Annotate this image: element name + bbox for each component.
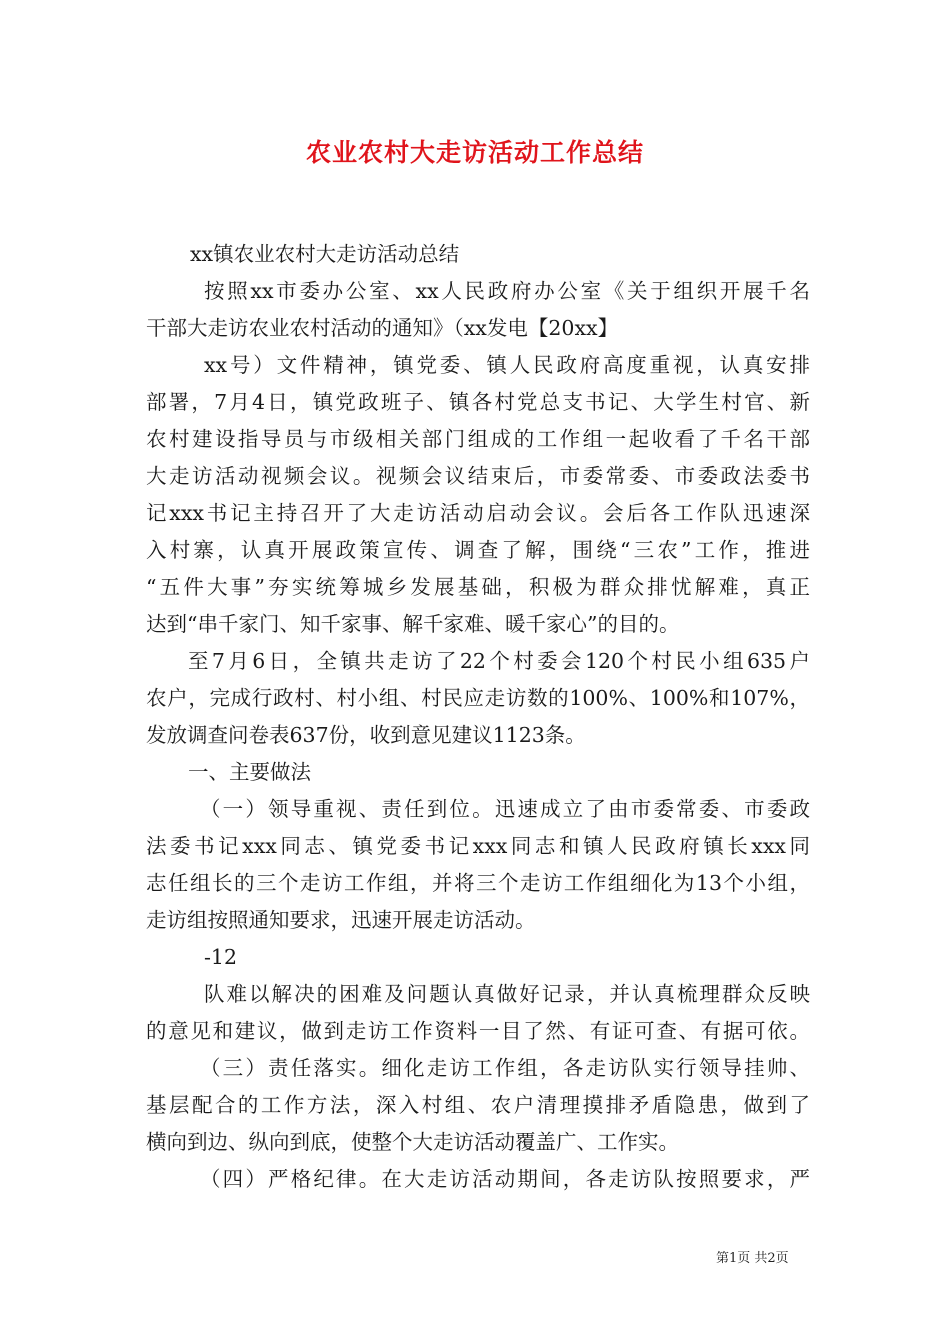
doc-line: 按照xx市委办公室、xx人民政府办公室《关于组织开展千名 xyxy=(204,279,810,303)
doc-line: 队难以解决的困难及问题认真做好记录，并认真梳理群众反映 xyxy=(204,982,810,1006)
doc-line: 基层配合的工作方法，深入村组、农户清理摸排矛盾隐患，做到了 xyxy=(146,1093,810,1117)
doc-line: 的意见和建议，做到走访工作资料一目了然、有证可查、有据可依。 xyxy=(146,1019,810,1043)
doc-line: 横向到边、纵向到底，使整个大走访活动覆盖广、工作实。 xyxy=(146,1130,679,1154)
doc-line: 走访组按照通知要求，迅速开展走访活动。 xyxy=(146,908,536,932)
doc-line: 至7月6日，全镇共走访了22个村委会120个村民小组635户 xyxy=(188,649,810,673)
doc-line: 记xxx书记主持召开了大走访活动启动会议。会后各工作队迅速深 xyxy=(146,501,810,525)
page-number: 第1页 共2页 xyxy=(716,1251,789,1266)
doc-line: 达到“串千家门、知千家事、解千家难、暖千家心”的目的。 xyxy=(146,612,680,636)
page-marker: -12 xyxy=(204,945,238,969)
doc-line: 农户，完成行政村、村小组、村民应走访数的100%、100%和107%， xyxy=(146,686,810,710)
doc-line: （一）领导重视、责任到位。迅速成立了由市委常委、市委政 xyxy=(200,797,810,821)
doc-line: 部署，7月4日，镇党政班子、镇各村党总支书记、大学生村官、新 xyxy=(146,390,810,414)
doc-line: 大走访活动视频会议。视频会议结束后，市委常委、市委政法委书 xyxy=(146,464,810,488)
doc-line: 农村建设指导员与市级相关部门组成的工作组一起收看了千名干部 xyxy=(146,427,810,451)
doc-line: 干部大走访农业农村活动的通知》（xx发电【20xx】 xyxy=(146,316,619,340)
doc-line: xx号）文件精神，镇党委、镇人民政府高度重视，认真安排 xyxy=(204,353,810,377)
doc-line: 法委书记xxx同志、镇党委书记xxx同志和镇人民政府镇长xxx同 xyxy=(146,834,810,858)
document-title: 农业农村大走访活动工作总结 xyxy=(305,138,644,167)
section-heading: 一、主要做法 xyxy=(188,760,311,784)
doc-line: 入村寨，认真开展政策宣传、调查了解，围绕“三农”工作，推进 xyxy=(146,538,810,562)
doc-line: （三）责任落实。细化走访工作组，各走访队实行领导挂帅、 xyxy=(200,1056,810,1080)
doc-line: “五件大事”夯实统筹城乡发展基础，积极为群众排忧解难，真正 xyxy=(146,575,810,599)
doc-line: xx镇农业农村大走访活动总结 xyxy=(190,242,460,266)
doc-line: 志任组长的三个走访工作组，并将三个走访工作组细化为13个小组， xyxy=(146,871,810,895)
doc-line: （四）严格纪律。在大走访活动期间，各走访队按照要求，严 xyxy=(200,1167,810,1191)
doc-line: 发放调查问卷表637份，收到意见建议1123条。 xyxy=(146,723,586,747)
